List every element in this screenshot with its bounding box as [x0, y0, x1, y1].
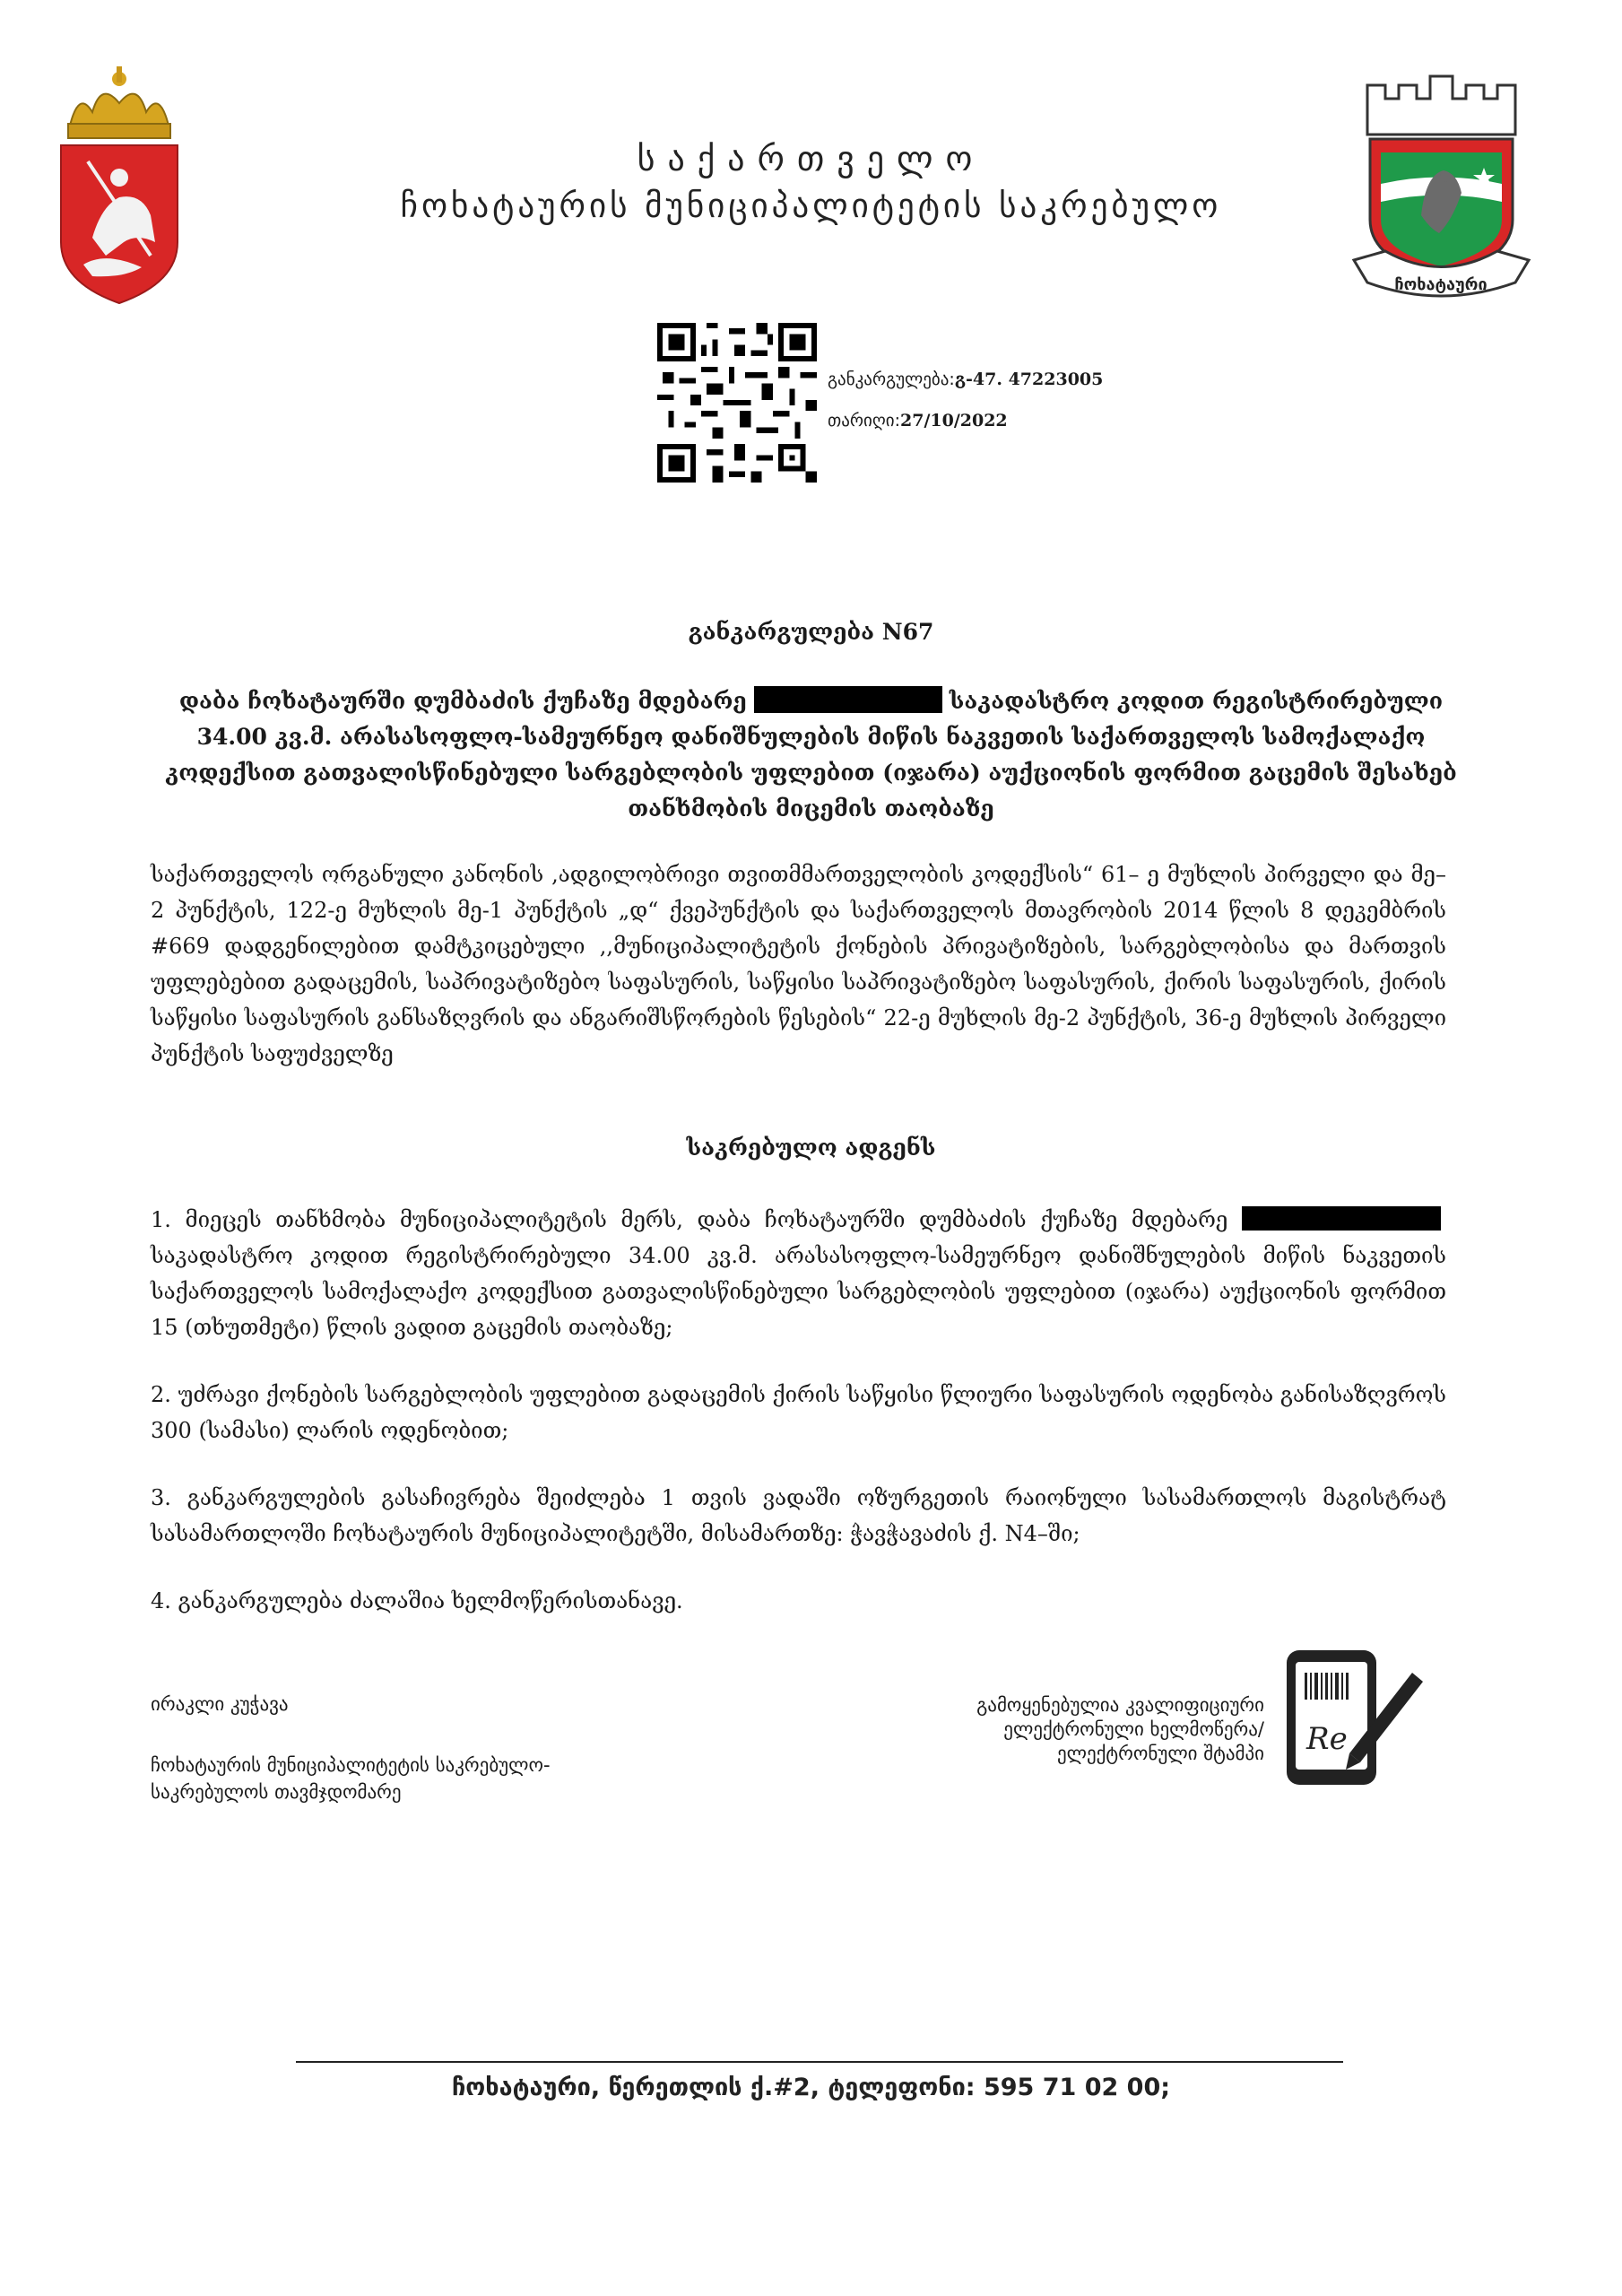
decision-item-3: 3. განკარგულების გასაჩივრება შეიძლება 1 თვის ვადაში ოზურგეთის რაიონული სასამართლოს მაგისტრატ სასამართლოში ჩოხატაურის მუნიციპალიტეტში, მისამართზე: ჭავჭავაძის ქ. N4–ში; [151, 1485, 1446, 1546]
order-number: განკარგულება:გ-47. 47223005 [828, 370, 1104, 389]
svg-text:ჩოხატაური: ჩოხატაური [1394, 275, 1488, 294]
redacted-cadastral-code [754, 686, 942, 713]
order-date: თარიღი:27/10/2022 [828, 411, 1008, 430]
decision-item-2: 2. უძრავი ქონების სარგებლობის უფლებით გადაცემის ქირის საწყისი წლიური საფასურის ოდენობა განისაზღვროს 300 (სამასი) ლარის ოდენობით; [151, 1382, 1446, 1443]
document-subject: დაბა ჩოხატაურში დუმბაძის ქუჩაზე მდებარე საკადასტრო კოდით რეგისტრირებული 34.00 კვ.მ. არასასოფლო-სამეურნეო დანიშნულების მიწის ნაკვეთის საქართველოს სამოქალაქო კოდექსით გათვალისწინებული სარგებლობის უფლებით (იჯარა) აუქციონის ფორმით გაცემის შესახებ თანხმობის მიცემის თაობაზე [165, 688, 1457, 822]
signer-name: ირაკლი კუჭავა [151, 1693, 289, 1715]
electronic-signature-icon [1278, 1646, 1430, 1789]
signer-title: ჩოხატაურის მუნიციპალიტეტის საკრებულო- საკრებულოს თავმჯდომარე [151, 1754, 551, 1803]
footer-address: ჩოხატაური, წერეთლის ქ.#2, ტელეფონი: 595 71 02 00; [451, 2074, 1171, 2101]
chokhatauri-emblem-icon [1345, 67, 1538, 305]
document-title: განკარგულება N67 [688, 619, 934, 645]
header-country: საქართველო [637, 139, 985, 178]
qr-code [657, 323, 817, 483]
header-council: ჩოხატაურის მუნიციპალიტეტის საკრებულო [400, 187, 1222, 225]
preamble-paragraph: საქართველოს ორგანული კანონის ,ადგილობრივი თვითმმართველობის კოდექსის“ 61– ე მუხლის პირველი და მე–2 პუნქტის, 122-ე მუხლის მე-1 პუნქტის „დ“ ქვეპუნქტის და საქართველოს მთავრობის 2014 წლის 8 დეკემბრის #669 დადგენილებით დამტკიცებული ,,მუნიციპალიტეტის ქონების პრივატიზების, სარგებლობისა და მართვის უფლებებით გადაცემის, საპრივატიზებო საფასურის, საწყისი საპრივატიზებო საფასურის, ქირის საფასურის, ქირის საწყისი საფასურის განსაზღვრის და ანგარიშსწორების წესების“ 22-ე მუხლის მე-2 პუნქტის, 36-ე მუხლის პირველი პუნქტის საფუძველზე [151, 862, 1446, 1066]
svg-text:Re: Re [1306, 1721, 1348, 1757]
decision-item-1: 1. მიეცეს თანხმობა მუნიციპალიტეტის მერს, დაბა ჩოხატაურში დუმბაძის ქუჩაზე მდებარე საკადასტრო კოდით რეგისტრირებული 34.00 კვ.მ. არასასოფლო-სამეურნეო დანიშნულების მიწის ნაკვეთის საქართველოს სამოქალაქო კოდექსით გათვალისწინებული სარგებლობის უფლებით (იჯარა) აუქციონის ფორმით 15 (თხუთმეტი) წლის ვადით გაცემის თაობაზე; [151, 1207, 1446, 1340]
redacted-cadastral-code [1242, 1206, 1441, 1231]
electronic-signature-note: გამოყენებულია კვალიფიციური ელექტრონული ხელმოწერა/ ელექტრონული შტამპი [976, 1694, 1264, 1764]
decision-item-4: 4. განკარგულება ძალაშია ხელმოწერისთანავე. [151, 1588, 683, 1613]
footer-divider [296, 2061, 1343, 2063]
section-heading: საკრებულო ადგენს [686, 1135, 936, 1161]
